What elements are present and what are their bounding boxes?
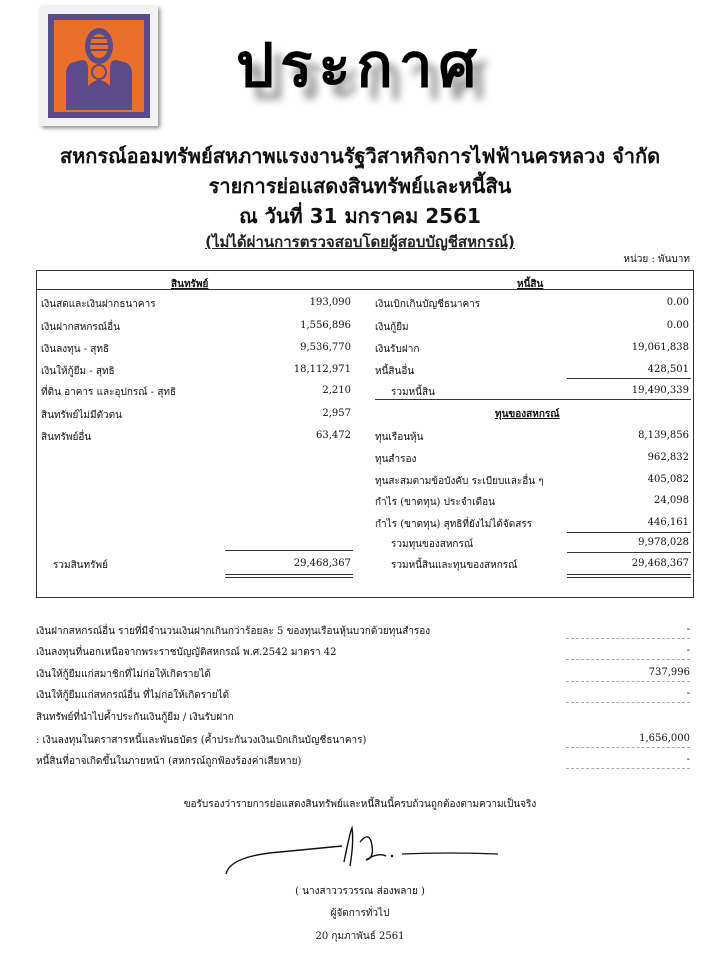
liabilities-heading: หนี้สิน [517, 279, 544, 290]
equity-subtotal-line [567, 532, 691, 533]
note-row: สินทรัพย์ที่นำไปค้ำประกันเงินกู้ยืม / เงินรับฝาก [36, 712, 234, 723]
note-row: เงินให้กู้ยืมแก่สหกรณ์อื่น ที่ไม่ก่อให้เกิดรายได้ - [36, 688, 690, 701]
signature-date: 20 กุมภาพันธ์ 2561 [315, 931, 405, 942]
signer-name: ( นางสาววรวรรณ ส่องพลาย ) [295, 886, 425, 897]
logo-emblem [48, 14, 150, 118]
note-row: เงินให้กู้ยืมแก่สมาชิกที่ไม่ก่อให้เกิดรายได้ 737,996 [36, 667, 690, 680]
signature-icon [220, 822, 510, 882]
unit-label: หน่วย : พันบาท [623, 254, 690, 265]
note-row: เงินลงทุนที่นอกเหนือจากพระราชบัญญัติสหกรณ์ พ.ศ.2542 มาตรา 42 - [36, 645, 690, 658]
cooperative-logo [40, 6, 158, 126]
hands-emblem-icon [48, 14, 150, 118]
signer-position: ผู้จัดการทั่วไป [330, 908, 390, 919]
audit-note: (ไม่ได้ผ่านการตรวจสอบโดยผู้สอบบัญชีสหกรณ์) [205, 233, 515, 251]
liability-subtotal-line [567, 378, 691, 379]
asset-total-underline [225, 574, 353, 575]
equity-total-line [567, 552, 691, 553]
report-date: ณ วันที่ 31 มกราคม 2561 [239, 204, 481, 228]
org-name: สหกรณ์ออมทรัพย์สหภาพแรงงานรัฐวิสาหกิจการไฟฟ้านครหลวง จำกัด [59, 144, 661, 168]
asset-total-double-underline [225, 577, 353, 578]
note-row: : เงินลงทุนในตราสารหนี้และพันธบัตร (ค้ำประกันวงเงินเบิกเกินบัญชีธนาคาร) 1,656,000 [36, 733, 690, 746]
grand-total-underline [567, 574, 691, 575]
announcement-heading: ประกาศ [236, 31, 483, 101]
asset-total-line [225, 550, 353, 551]
note-row: หนี้สินที่อาจเกิดขึ้นในภายหน้า (สหกรณ์ถูกฟ้องร้องค่าเสียหาย) - [36, 754, 690, 767]
balance-table: สินทรัพย์ หนี้สิน เงินสดและเงินฝากธนาคาร 193,090 เงินฝากสหกรณ์อื่น 1,556,896 เงินลงทุน - สุทธิ 9,536,770 เงินให้กู้ยืม - สุทธิ 18,112,971 ที่ดิน อาคาร และอุปกรณ์ - สุทธิ 2,210 สินทรัพย์ไม่มีตัวตน 2,957 สินทรัพย์อื่น 63,472 รวมสินทรัพย์ 29,468,367 เงินเบิกเกินบัญชีธนาคาร 0.00 เงินกู้ยืม 0.00 เงินรับฝาก 19,061,838 หนี้สินอื่น 428,501 รวมหนี้สิน 19,490,339 ทุนของสหกรณ์ ทุนเรือนหุ้น 8,139,856 ทุนสำรอง 962,832 ทุนสะสมตามข้อบังคับ ระเบียบและอื่น ๆ 405,082 กำไร (ขาดทุน) ประจำเดือน 24,098 กำไร (ขาดทุน) สุทธิที่ยังไม่ได้จัดสรร 446,161 รวมทุนของสหกรณ์ 9,978,028 รวมหนี้สินและทุนของสหกรณ์ 29,468,367 [36, 270, 694, 598]
report-title: รายการย่อแสดงสินทรัพย์และหนี้สิน [208, 174, 512, 198]
note-row: เงินฝากสหกรณ์อื่น รายที่มีจำนวนเงินฝากเกินกว่าร้อยละ 5 ของทุนเรือนหุ้นบวกด้วยทุนสำรอง - [36, 624, 690, 637]
equity-heading: ทุนของสหกรณ์ [495, 409, 560, 420]
header-divider [37, 289, 693, 290]
liability-total-underline [375, 399, 691, 400]
assets-heading: สินทรัพย์ [171, 279, 209, 290]
grand-total-double-underline [567, 577, 691, 578]
certification-text: ขอรับรองว่ารายการย่อแสดงสินทรัพย์และหนี้สินนี้ครบถ้วนถูกต้องตามความเป็นจริง [183, 799, 537, 810]
